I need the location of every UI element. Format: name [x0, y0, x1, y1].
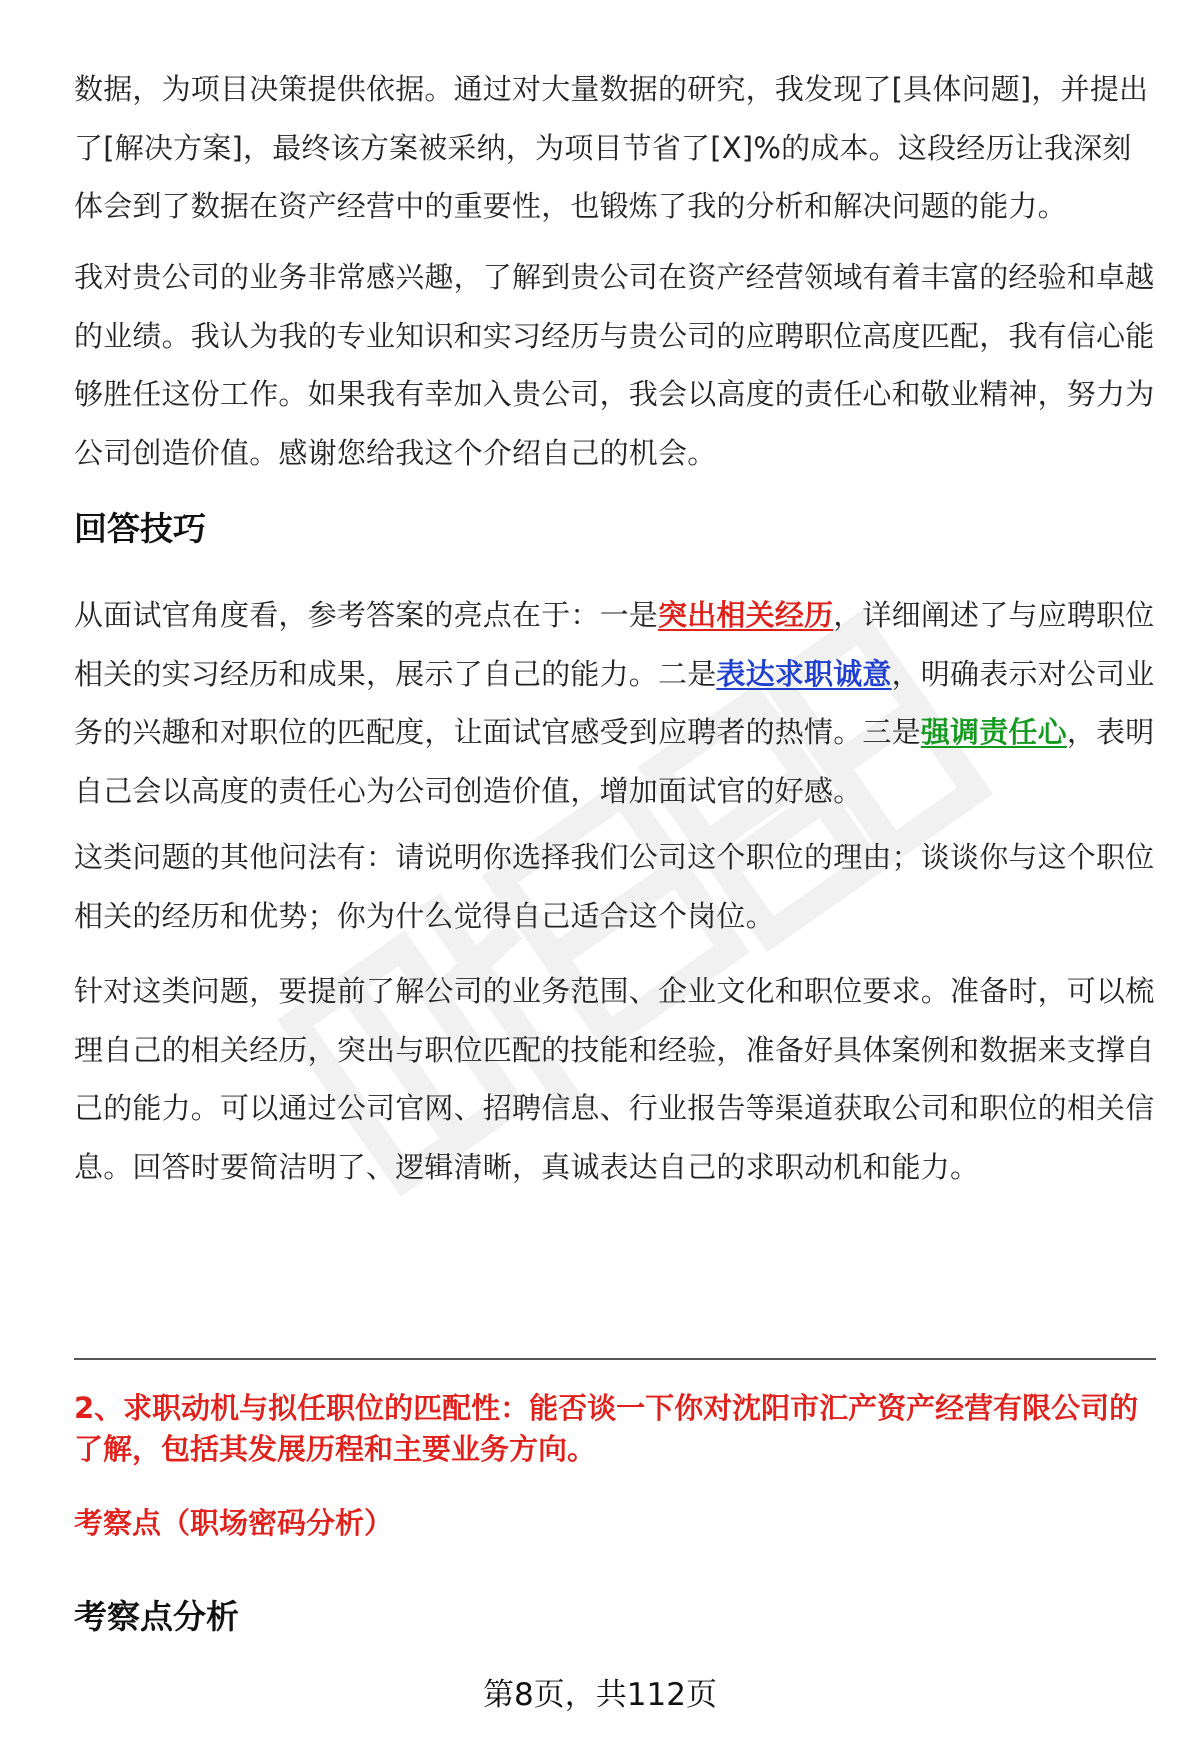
highlight-job-sincerity[interactable]: 表达求职诚意 — [716, 656, 892, 691]
highlight-responsibility[interactable]: 强调责任心 — [920, 715, 1067, 749]
assessment-analysis-heading: 考察点分析 — [74, 1597, 239, 1636]
body-paragraph-1: 数据，为项目决策提供依据。通过对大量数据的研究，我发现了[具体问题]，并提出了[解决方案]，最终该方案被采纳，为项目节省了[X]%的成本。这段经历让我深刻体会到了数据在资产经营中的重要性，也锻炼了我的分析和解决问题的能力。 — [74, 72, 1149, 223]
tips-text-4: ，表明自己会以高度的责任心为公司创造价值，增加面试官的好感。 — [74, 715, 1155, 808]
tips-paragraph-highlights — [74, 586, 1156, 820]
document-page — [74, 0, 1156, 1755]
tips-text-1: 从面试官角度看，参考答案的亮点在于：一是 — [74, 598, 659, 632]
assessment-points-subheading: 考察点（职场密码分析） — [74, 1506, 394, 1540]
tips-text-3: ，明确表示对公司业务的兴趣和对职位的匹配度，让面试官感受到应聘者的热情。三是 — [74, 656, 1155, 749]
tips-paragraph-preparation: 针对这类问题，要提前了解公司的业务范围、企业文化和职位要求。准备时，可以梳理自己的相关经历，突出与职位匹配的技能和经验，准备好具体案例和数据来支撑自己的能力。可以通过公司官网、招聘信息、行业报告等渠道获取公司和职位的相关信息。回答时要简洁明了、逻辑清晰，真诚表达自己的求职动机和能力。 — [74, 974, 1155, 1184]
section-divider — [74, 1358, 1156, 1360]
tips-paragraph-other-questions: 这类问题的其他问法有：请说明你选择我们公司这个职位的理由；谈谈你与这个职位相关的经历和优势；你为什么觉得自己适合这个岗位。 — [74, 840, 1155, 933]
question-2-title: 2、求职动机与拟任职位的匹配性：能否谈一下你对沈阳市汇产资产经营有限公司的了解，包括其发展历程和主要业务方向。 — [74, 1391, 1139, 1466]
body-paragraph-2: 我对贵公司的业务非常感兴趣，了解到贵公司在资产经营领域有着丰富的经验和卓越的业绩。我认为我的专业知识和实习经历与贵公司的应聘职位高度匹配，我有信心能够胜任这份工作。如果我有幸加入贵公司，我会以高度的责任心和敬业精神，努力为公司创造价值。感谢您给我这个介绍自己的机会。 — [74, 260, 1155, 470]
page-number-footer: 第8页，共112页 — [483, 1677, 717, 1713]
tips-text-2: ，详细阐述了与应聘职位相关的实习经历和成果，展示了自己的能力。二是 — [74, 598, 1155, 691]
highlight-relevant-experience[interactable]: 突出相关经历 — [658, 598, 834, 632]
tips-heading: 回答技巧 — [74, 509, 206, 548]
